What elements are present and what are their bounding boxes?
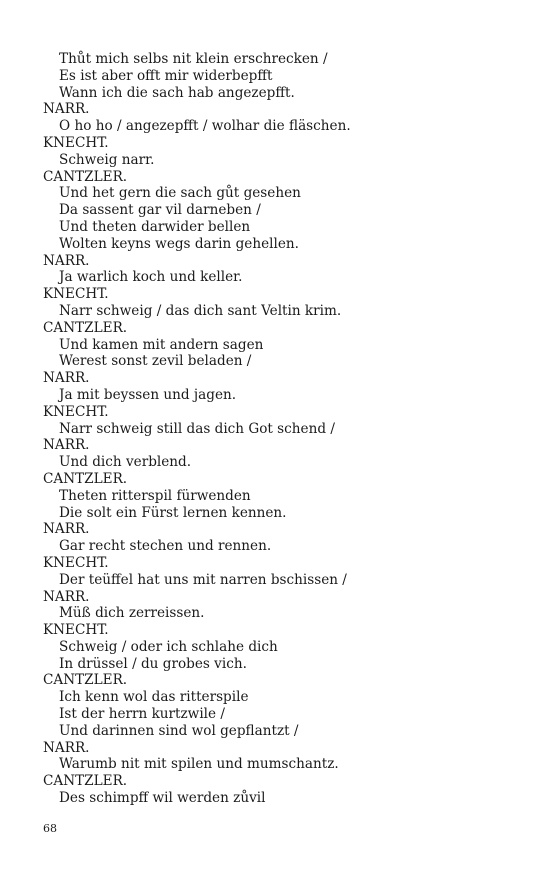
speaker-name: CANTZLER. [43, 672, 128, 689]
speaker-name: NARR. [43, 101, 90, 118]
speaker-name: KNECHT. [43, 554, 109, 571]
page-number: 68 [43, 822, 57, 835]
verse-line: Schweig / oder ich schlahe dich [59, 638, 278, 655]
verse-line: Schweig narr. [59, 151, 155, 168]
verse-line: Und kamen mit andern sagen [59, 336, 264, 353]
verse-line: Ich kenn wol das ritterspile [59, 689, 249, 706]
speaker-name: NARR. [43, 521, 90, 538]
verse-line: Wann ich die sach hab angezepfft. [59, 84, 295, 101]
speaker-name: NARR. [43, 437, 90, 454]
verse-line: Und dich verblend. [59, 454, 192, 471]
verse-line: O ho ho / angezepfft / wolhar die fläschen. [59, 118, 351, 135]
verse-line: Gar recht stechen und rennen. [59, 538, 272, 555]
verse-line: Ja warlich koch und keller. [59, 269, 243, 286]
speaker-name: KNECHT. [43, 286, 109, 303]
verse-line: Die solt ein Fürst lernen kennen. [59, 504, 287, 521]
verse-line: Ja mit beyssen und jagen. [59, 386, 237, 403]
speaker-name: KNECHT. [43, 403, 109, 420]
speaker-name: NARR. [43, 739, 90, 756]
speaker-name: KNECHT. [43, 622, 109, 639]
verse-line: Und theten darwider bellen [59, 218, 251, 235]
verse-line: Müß dich zerreissen. [59, 605, 205, 622]
speaker-name: NARR. [43, 588, 90, 605]
speaker-name: NARR. [43, 252, 90, 269]
verse-line: Werest sonst zevil beladen / [59, 353, 252, 370]
verse-line: Thůt mich selbs nit klein erschrecken / [59, 51, 328, 67]
verse-line: Narr schweig / das dich sant Veltin krim. [59, 302, 342, 319]
verse-line: Warumb nit mit spilen und mumschantz. [59, 756, 339, 773]
speaker-name: KNECHT. [43, 134, 109, 151]
speaker-name: CANTZLER. [43, 773, 128, 790]
verse-line: Und darinnen sind wol gepflantzt / [59, 722, 299, 739]
verse-line: Der teüffel hat uns mit narren bschissen / [59, 571, 347, 588]
speaker-name: CANTZLER. [43, 470, 128, 487]
verse-line: Es ist aber offt mir widerbepfft [59, 67, 273, 84]
verse-line: Narr schweig still das dich Got schend / [59, 420, 335, 437]
verse-line: Des schimpff wil werden zůvil [59, 790, 266, 807]
verse-line: Theten ritterspil fürwenden [59, 487, 251, 504]
verse-line: Ist der herrn kurtzwile / [59, 706, 225, 723]
verse-line: Da sassent gar vil darneben / [59, 202, 261, 219]
dialogue-text-block [43, 51, 523, 807]
speaker-name: CANTZLER. [43, 168, 128, 185]
speaker-name: CANTZLER. [43, 319, 128, 336]
speaker-name: NARR. [43, 370, 90, 387]
verse-line: In drüssel / du grobes vich. [59, 655, 247, 672]
verse-line: Wolten keyns wegs darin gehellen. [59, 235, 299, 252]
verse-line: Und het gern die sach gůt gesehen [59, 185, 301, 202]
